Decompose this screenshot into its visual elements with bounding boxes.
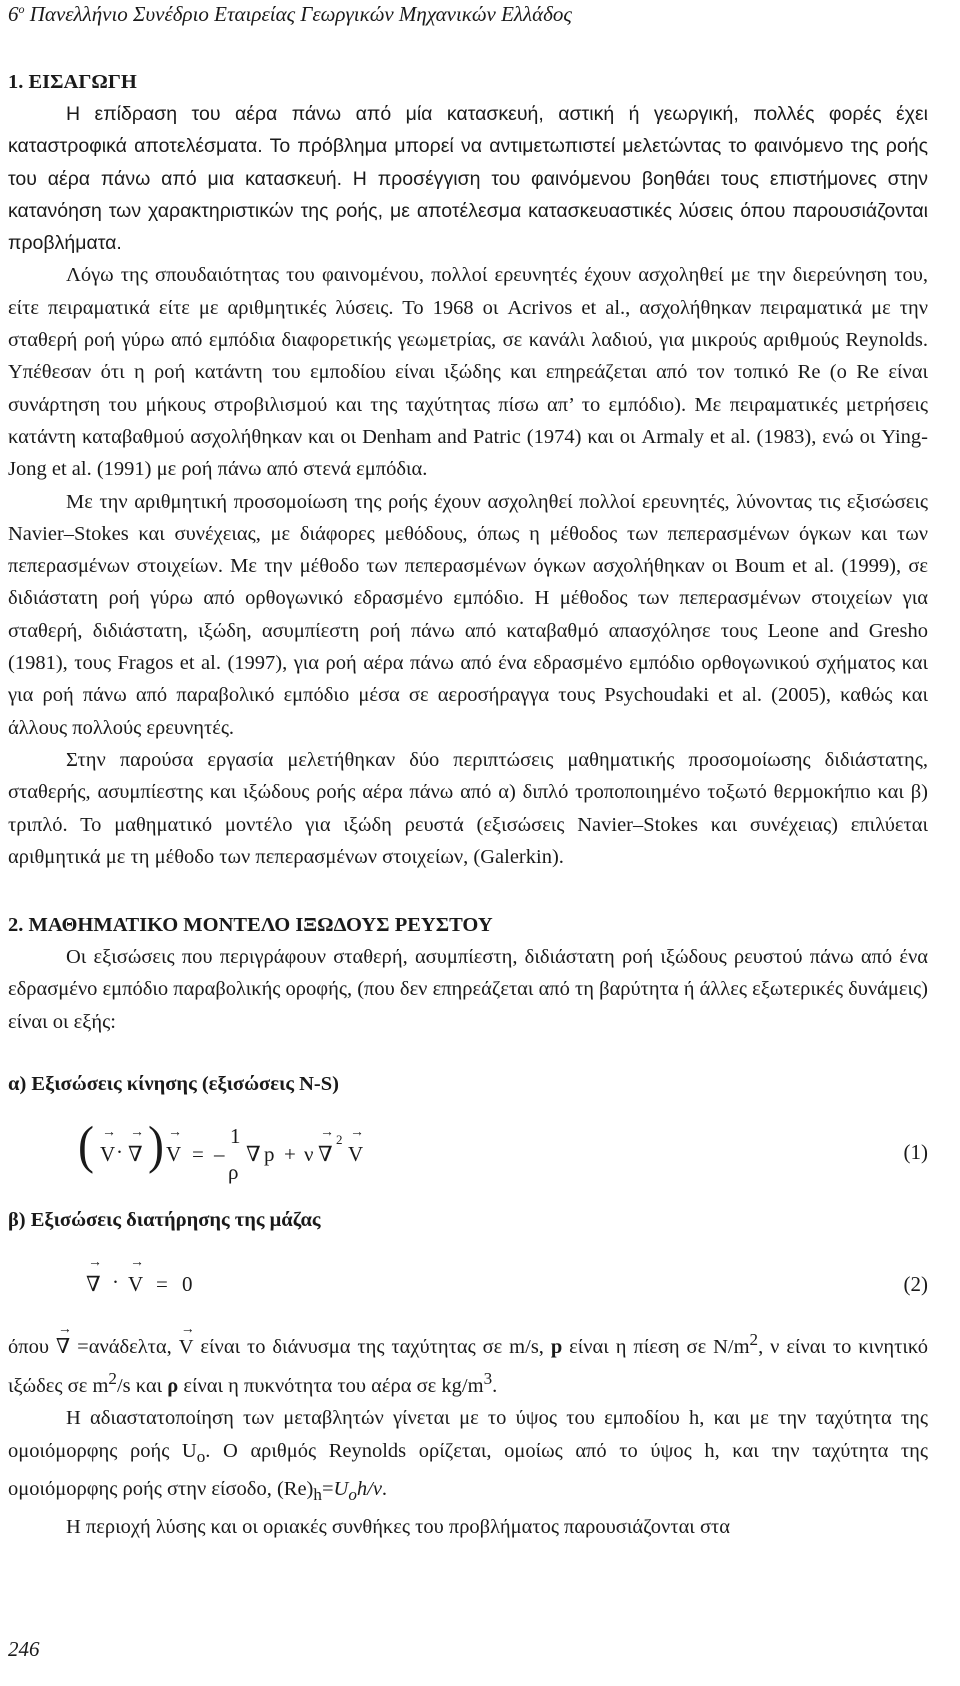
reynolds-expression	[333, 1477, 382, 1505]
section-1-paragraph-1: Η επίδραση του αέρα πάνω από μία κατασκευή, αστική ή γεωργική, πολλές φορές έχει καταστροφικά αποτελέσματα. Το πρόβλημα μπορεί να αντιμετωπιστεί μελετώντας το φαινόμενο της ροής του αέρα πάνω από μια κατασκευή. Η προσέγγιση του φαινόμενου βοηθάει τους επιστήμονες στην κατανόηση των χαρακτηριστικών της ροής, με αποτέλεσμα κατασκευαστικές λύσεις όπου παρουσιάζονται προβλήματα.	[8, 103, 928, 255]
p2-sup-2: 2	[108, 1369, 117, 1389]
subheading-motion-equations: α) Εξισώσεις κίνησης (εξισώσεις N-S)	[8, 1073, 339, 1096]
p3-end: .	[381, 1477, 388, 1500]
p2-text-c: είναι το διάνυσμα της ταχύτητας σε m/s,	[193, 1335, 551, 1358]
p2-text-a: όπου	[8, 1335, 56, 1358]
header-text: Πανελλήνιο Συνέδριο Εταιρείας Γεωργικών Μηχανικών Ελλάδος	[24, 2, 572, 26]
section-1-paragraph-3: Με την αριθμητική προσομοίωση της ροής έχουν ασχοληθεί πολλοί ερευνητές, λύνοντας τις εξισώσεις Navier–Stokes και συνέχειας, με διάφορες μεθόδους, όπως η μέθοδος των πεπερασμένων όγκων και των πεπερασμένων στοιχείων. Με την μέθοδο των πεπερασμένων όγκων ασχολήθηκαν οι Boum et al. (1999), σε διδιάστατη ροή γύρω από ορθογωνικό εδρασμένο εμπόδιο. Η μέθοδος των πεπερασμένων στοιχείων για σταθερή, διδιάστατη, ιξώδη, ασυμπίεστη ροή πάνω από καταβαθμό απασχόλησε τους Leone and Gresho (1981), τους Fragos et al. (1997), για ροή αέρα πάνω από ένα εδρασμένο εμπόδιο ορθογωνικού σχήματος και για ροή πάνω από παραβολικό εμπόδιο μέσα σε αεροσήραγγα τους Psychoudaki et al. (2005), καθώς και άλλους πολλούς ερευνητές.	[8, 490, 928, 739]
equation-1-equals: =	[192, 1142, 204, 1167]
p3-sub: ο	[196, 1446, 206, 1466]
equation-1-plus: +	[284, 1142, 296, 1167]
running-header	[8, 2, 572, 27]
p2-text-d: είναι η πίεση σε N/m	[562, 1335, 750, 1358]
equation-1-velocity-1: → V	[100, 1142, 115, 1167]
equation-1-square: 2	[336, 1132, 343, 1148]
p2-sup-1: 2	[749, 1330, 759, 1350]
equation-1-velocity-2: → V	[166, 1142, 181, 1167]
equation-1-right-paren: )	[148, 1116, 164, 1175]
page-number: 246	[8, 1637, 40, 1661]
reynolds-slash: /	[367, 1477, 373, 1500]
main-content	[8, 66, 928, 1544]
equation-1-rho: ρ	[228, 1160, 239, 1185]
p2-text-e: , ν είναι το κινητικό ιξώδες σε m	[8, 1335, 928, 1397]
equation-1-dot: ·	[116, 1140, 123, 1165]
equation-1-nu: ν	[304, 1142, 314, 1167]
reynolds-u: U	[333, 1477, 349, 1500]
subheading-mass-conservation: β) Εξισώσεις διατήρησης της μάζας	[8, 1209, 321, 1232]
p3-text-b: . Ο αριθμός Reynolds ορίζεται, ομοίως από το ύψος h, και την ταχύτητα της ομοιόμορφης ροής στην είσοδο, (Re)	[8, 1439, 929, 1500]
p3-text-a: Η αδιαστατοποίηση των μεταβλητών γίνεται με το ύψος του εμποδίου h, και με την ταχύτητα της ομοιόμορφης ροής U	[8, 1407, 928, 1462]
equation-1	[8, 1114, 928, 1196]
p2-rho: ρ	[167, 1374, 179, 1397]
section-2-paragraph-1: Οι εξισώσεις που περιγράφουν σταθερή, ασυμπίεστη, διδιάστατη ροή ιξώδους ρευστού πάνω από ένα εδρασμένο εμπόδιο παραβολικής οροφής, (που δεν επηρεάζεται από τη βαρύτητα ή άλλες εξωτερικές δυνάμεις) είναι οι εξής:	[8, 946, 928, 1033]
section-1-paragraph-2: Λόγω της σπουδαιότητας του φαινομένου, πολλοί ερευνητές έχουν ασχοληθεί με την διερεύνηση του, είτε πειραματικά είτε με αριθμητικές λύσεις. Το 1968 οι Acrivos et al., ασχολήθηκαν πειραματικά με την σταθερή ροή γύρω από εμπόδια διαφορετικής γεωμετρίας, σε κανάλι λαδιού, για μικρούς αριθμούς Reynolds. Υπέθεσαν ότι η ροή κατάντη του εμποδίου είναι ιξώδης και επηρεάζεται από τον τοπικό Re (ο Re είναι συνάρτηση του μήκους στροβιλισμού και της ταχύτητας πίσω απ’ το εμπόδιο). Με πειραματικές μετρήσεις κατάντη καταβαθμού ασχολήθηκαν και οι Denham and Patric (1974) και οι Armaly et al. (1983), ενώ οι Ying-Jong et al. (1991) με ροή πάνω από στενά εμπόδια.	[8, 264, 928, 481]
p3-sub-h: h	[313, 1485, 322, 1505]
section-2-paragraph-3	[8, 1402, 928, 1511]
p3-equals: =	[321, 1477, 334, 1500]
header-number: 6	[8, 2, 19, 26]
reynolds-h: h	[356, 1477, 368, 1500]
p2-pressure: p	[550, 1335, 563, 1358]
equation-2-velocity: → V	[128, 1272, 143, 1297]
section-1-paragraph-4: Στην παρούσα εργασία μελετήθηκαν δύο περιπτώσεις μαθηματικής προσομοίωσης διδιάστατης, σταθερής, ασυμπίεστης και ιξώδους ροής αέρα πάνω από α) διπλό τροποποιημένο τοξωτό θερμοκήπιο και β) τριπλό. Το μαθηματικό μοντέλο για ιξώδη ρευστά (εξισώσεις Navier–Stokes και συνέχειας) επιλύεται αριθμητικά με τη μέθοδο των πεπερασμένων στοιχείων, (Galerkin).	[8, 748, 928, 868]
equation-1-pressure: p	[264, 1142, 275, 1167]
equation-2-nabla: → ∇	[86, 1272, 101, 1297]
section-2-paragraph-2	[8, 1324, 928, 1402]
equation-2-equals: =	[156, 1272, 168, 1297]
p2-sup-3: 3	[483, 1369, 493, 1389]
equation-1-left-paren: (	[78, 1116, 94, 1175]
reynolds-u-sub: o	[348, 1485, 357, 1505]
equation-1-nabla-3: → ∇	[318, 1142, 333, 1167]
equation-2	[8, 1242, 928, 1318]
reynolds-nu: ν	[372, 1477, 382, 1500]
p2-velocity: → V	[179, 1331, 194, 1363]
equation-1-minus: –	[214, 1142, 225, 1167]
equation-1-number: (1)	[903, 1140, 928, 1165]
header-superscript: ο	[18, 2, 25, 16]
p2-nabla: → ∇	[56, 1331, 70, 1363]
equation-1-velocity-3: → V	[348, 1142, 363, 1167]
p2-text-b: =ανάδελτα,	[70, 1335, 179, 1358]
equation-1-nabla-1: → ∇	[128, 1142, 143, 1167]
equation-2-number: (2)	[903, 1272, 928, 1297]
equation-1-nabla-2: ∇	[246, 1142, 261, 1167]
equation-2-zero: 0	[182, 1272, 193, 1297]
equation-2-dot: ·	[112, 1270, 119, 1295]
equation-1-numerator: 1	[230, 1124, 241, 1149]
section-2-paragraph-4: Η περιοχή λύσης και οι οριακές συνθήκες του προβλήματος παρουσιάζονται στα	[66, 1516, 730, 1539]
p2-text-h: .	[492, 1374, 498, 1397]
section-1-title: 1. ΕΙΣΑΓΩΓΗ	[8, 71, 137, 93]
p2-text-g: είναι η πυκνότητα του αέρα σε kg/m	[178, 1374, 484, 1397]
p2-text-f: /s και	[116, 1374, 168, 1397]
section-2-title: 2. ΜΑΘΗΜΑΤΙΚΟ ΜΟΝΤΕΛΟ ΙΞΩΔΟΥΣ ΡΕΥΣΤΟΥ	[8, 914, 493, 937]
